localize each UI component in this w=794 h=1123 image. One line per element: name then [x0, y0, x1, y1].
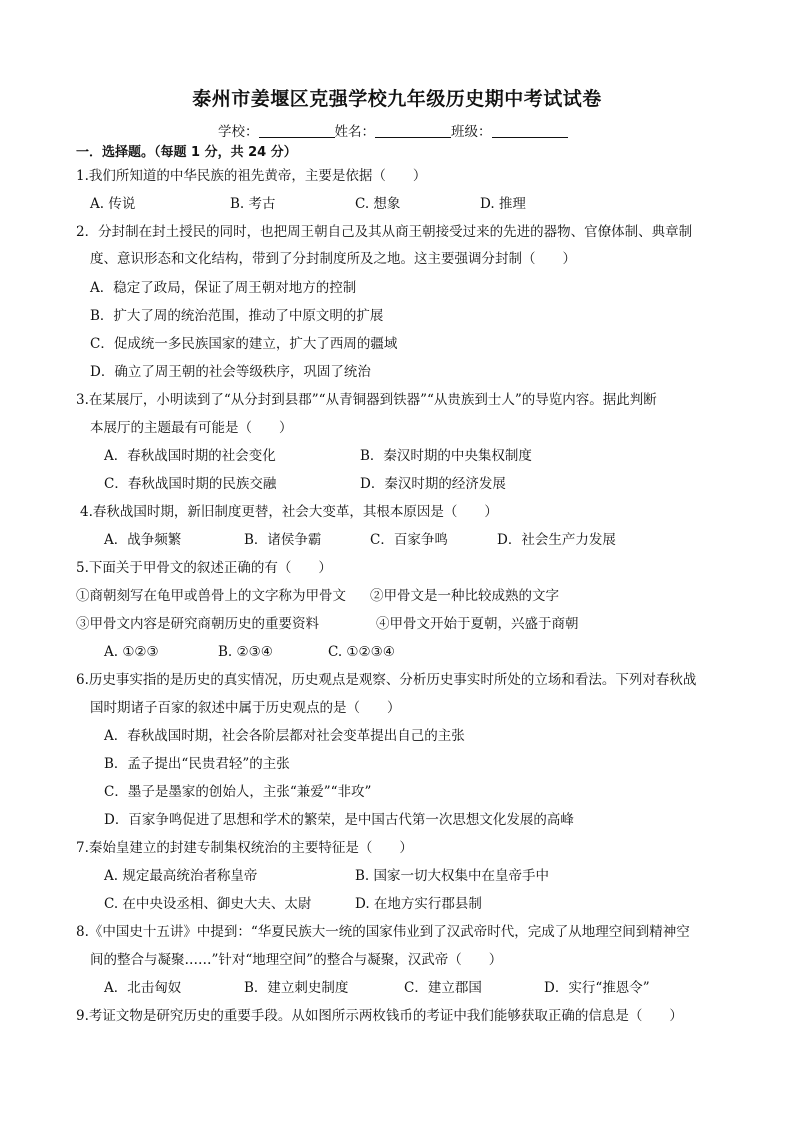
question-2-option-c: C．促成统一多民族国家的建立，扩大了西周的疆域 [90, 336, 398, 352]
question-5-option-c: C. ①②③④ [328, 644, 395, 660]
question-1-option-a: A. 传说 [90, 196, 136, 212]
question-5-statement-3: ③甲骨文内容是研究商朝历史的重要资料 [76, 616, 319, 632]
question-5-stem: 5.下面关于甲骨文的叙述正确的有（ ） [76, 560, 332, 576]
question-3-option-c: C．春秋战国时期的民族交融 [104, 476, 277, 492]
question-6-option-d: D．百家争鸣促进了思想和学术的繁荣，是中国古代第一次思想文化发展的高峰 [104, 812, 574, 828]
question-8-option-b: B．建立刺史制度 [244, 980, 349, 996]
question-3-option-d: D．秦汉时期的经济发展 [360, 476, 506, 492]
question-1-stem: 1.我们所知道的中华民族的祖先黄帝，主要是依据（ ） [76, 168, 427, 184]
question-8-option-d: D．实行“推恩令” [544, 980, 650, 996]
question-6-stem-line-1: 6.历史事实指的是历史的真实情况，历史观点是观察、分析历史事实时所处的立场和看法。下列对春秋战 [76, 672, 697, 688]
question-5-statement-4: ④甲骨文开始于夏朝，兴盛于商朝 [376, 616, 579, 632]
question-8-option-a: A．北击匈奴 [104, 980, 182, 996]
question-1-option-c: C. 想象 [355, 196, 401, 212]
question-6-stem-line-2: 国时期诸子百家的叙述中属于历史观点的是（ ） [90, 700, 401, 716]
question-6-option-a: A．春秋战国时期，社会各阶层都对社会变革提出自己的主张 [104, 728, 465, 744]
question-1-option-b: B. 考古 [230, 196, 276, 212]
class-blank[interactable] [492, 123, 568, 138]
question-9-stem: 9.考证文物是研究历史的重要手段。从如图所示两枚钱币的考证中我们能够获取正确的信息是（ ） [76, 1008, 683, 1024]
question-2-option-a: A．稳定了政局，保证了周王朝对地方的控制 [90, 280, 357, 296]
section-heading: 一．选择题。（每题 1 分，共 24 分） [76, 145, 297, 160]
question-4-option-d: D．社会生产力发展 [497, 532, 616, 548]
student-info [218, 120, 568, 140]
question-2-option-d: D．确立了周王朝的社会等级秩序，巩固了统治 [90, 364, 371, 380]
question-2-stem-line-2: 度、意识形态和文化结构，带到了分封制度所及之地。这主要强调分封制（ ） [90, 251, 576, 267]
question-7-option-d: D. 在地方实行郡县制 [355, 896, 482, 912]
question-7-stem: 7.秦始皇建立的封建专制集权统治的主要特征是（ ） [76, 840, 413, 856]
question-8-option-c: C．建立郡国 [404, 980, 482, 996]
question-3-stem-line-2: 本展厅的主题最有可能是（ ） [90, 420, 293, 436]
question-4-stem: 4.春秋战国时期，新旧制度更替，社会大变革，其根本原因是（ ） [80, 504, 498, 520]
question-7-option-c: C. 在中央设丞相、御史大夫、太尉 [104, 896, 312, 912]
question-8-stem-line-2: 间的整合与凝聚……”针对“地理空间”的整合与凝聚，汉武帝（ ） [90, 952, 503, 968]
page-title: 泰州市姜堰区克强学校九年级历史期中考试试卷 [192, 88, 602, 110]
name-blank[interactable] [375, 123, 451, 138]
question-5-option-b: B. ②③④ [218, 644, 273, 660]
question-1-option-d: D. 推理 [480, 196, 526, 212]
question-2-option-b: B．扩大了周的统治范围，推动了中原文明的扩展 [90, 308, 384, 324]
question-5-statement-2: ②甲骨文是一种比较成熟的文字 [370, 588, 559, 604]
question-3-stem-line-1: 3.在某展厅，小明读到了“从分封到县郡”“从青铜器到铁器”“从贵族到士人”的导览内容。据此判断 [76, 392, 657, 408]
class-label: 班级： [451, 124, 492, 140]
question-3-option-b: B．秦汉时期的中央集权制度 [360, 448, 532, 464]
question-5-statement-1: ①商朝刻写在龟甲或兽骨上的文字称为甲骨文 [76, 588, 346, 604]
question-6-option-b: B．孟子提出“民贵君轻”的主张 [104, 756, 290, 772]
school-blank[interactable] [259, 123, 335, 138]
question-4-option-b: B．诸侯争霸 [244, 532, 322, 548]
question-8-stem-line-1: 8.《中国史十五讲》中提到：“华夏民族大一统的国家伟业到了汉武帝时代，完成了从地理空间到精神空 [76, 924, 690, 940]
question-2-stem-line-1: 2．分封制在封土授民的同时，也把周王朝自己及其从商王朝接受过来的先进的器物、官僚体制、典章制 [76, 224, 693, 240]
question-3-option-a: A．春秋战国时期的社会变化 [104, 448, 276, 464]
question-4-option-a: A．战争频繁 [104, 532, 182, 548]
question-7-option-a: A. 规定最高统治者称皇帝 [104, 868, 258, 884]
question-7-option-b: B. 国家一切大权集中在皇帝手中 [355, 868, 550, 884]
name-label: 姓名： [334, 124, 375, 140]
school-label: 学校： [218, 124, 259, 140]
question-6-option-c: C．墨子是墨家的创始人，主张“兼爱”“非攻” [104, 784, 372, 800]
question-4-option-c: C．百家争鸣 [370, 532, 448, 548]
question-5-option-a: A. ①②③ [104, 644, 159, 660]
